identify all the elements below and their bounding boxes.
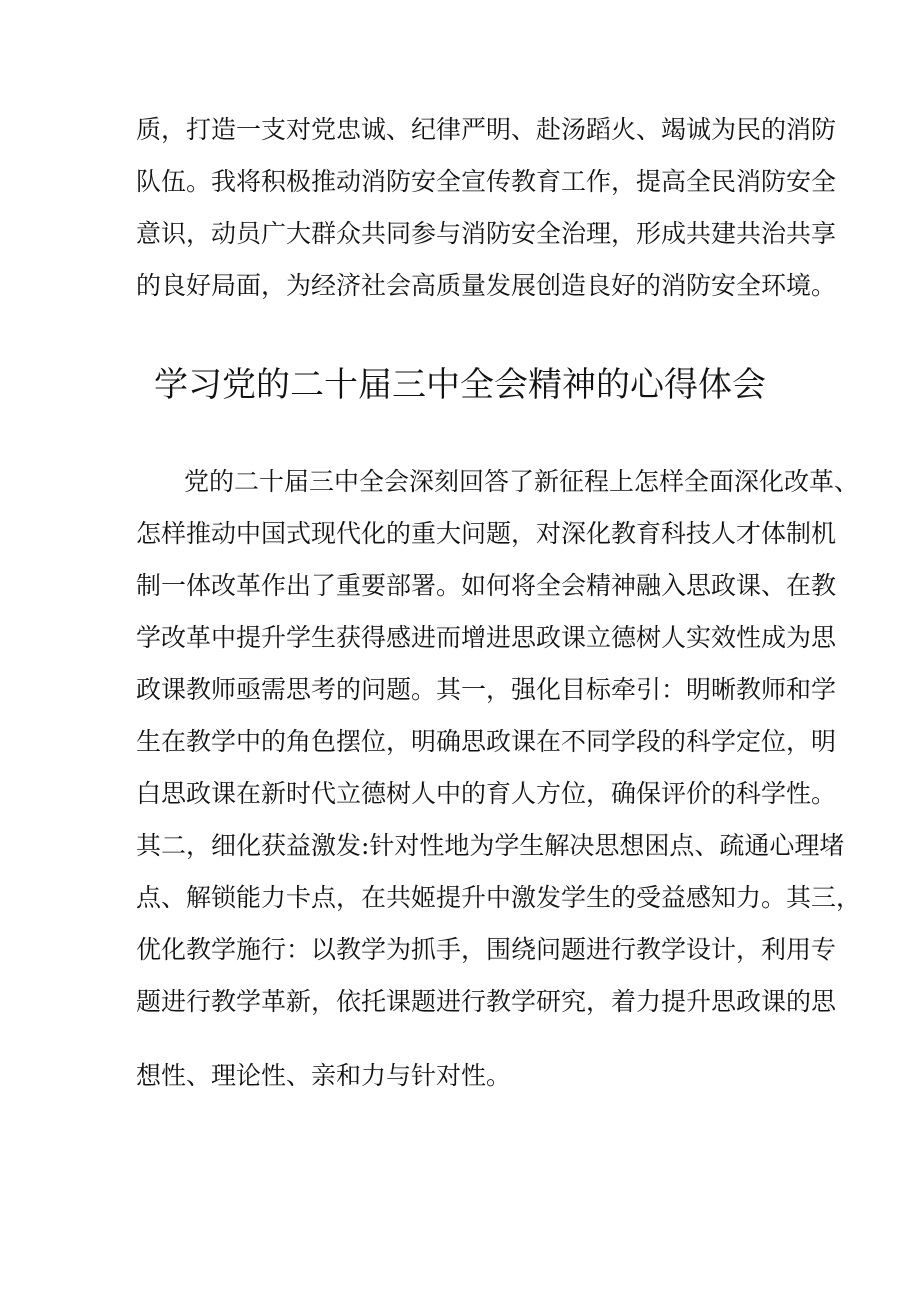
body-paragraph-line-10: 优化教学施行：以教学为抓手，围绕问题进行教学设计，利用专: [136, 935, 837, 964]
top-paragraph-line-3: 意识，动员广大群众共同参与消防安全治理，形成共建共治共享: [136, 219, 837, 248]
body-paragraph-line-2: 怎样推动中国式现代化的重大问题，对深化教育科技人才体制机: [136, 519, 837, 548]
document-title: 学习党的二十届三中全会精神的心得体会: [154, 365, 766, 405]
top-paragraph-line-2: 队伍。我将积极推动消防安全宣传教育工作，提高全民消防安全: [136, 167, 837, 196]
body-paragraph-line-1: 党的二十届三中全会深刻回答了新征程上怎样全面深化改革、: [184, 467, 860, 496]
body-paragraph-line-5: 政课教师亟需思考的问题。其一，强化目标牵引：明晰教师和学: [136, 675, 837, 704]
body-paragraph-line-7: 白思政课在新时代立德树人中的育人方位，确保评价的科学性。: [136, 779, 837, 808]
body-paragraph-line-8: 其二，细化获益激发:针对性地为学生解决思想困点、疏通心理堵: [136, 831, 845, 860]
body-paragraph-line-3: 制一体改革作出了重要部署。如何将全会精神融入思政课、在教: [136, 571, 837, 600]
body-paragraph-line-6: 生在教学中的角色摆位，明确思政课在不同学段的科学定位，明: [136, 727, 837, 756]
top-paragraph-line-1: 质，打造一支对党忠诚、纪律严明、赴汤蹈火、竭诚为民的消防: [136, 115, 837, 144]
body-paragraph-line-9: 点、解锁能力卡点，在共姬提升中激发学生的受益感知力。其三，: [136, 883, 862, 912]
body-paragraph-last-line: 想性、理论性、亲和力与针对性。: [136, 1061, 512, 1090]
body-paragraph-line-11: 题进行教学革新，依托课题进行教学研究，着力提升思政课的思: [136, 987, 837, 1016]
body-paragraph-line-4: 学改革中提升学生获得感进而增进思政课立德树人实效性成为思: [136, 623, 837, 652]
top-paragraph-line-4: 的良好局面，为经济社会高质量发展创造良好的消防安全环境。: [136, 271, 837, 300]
